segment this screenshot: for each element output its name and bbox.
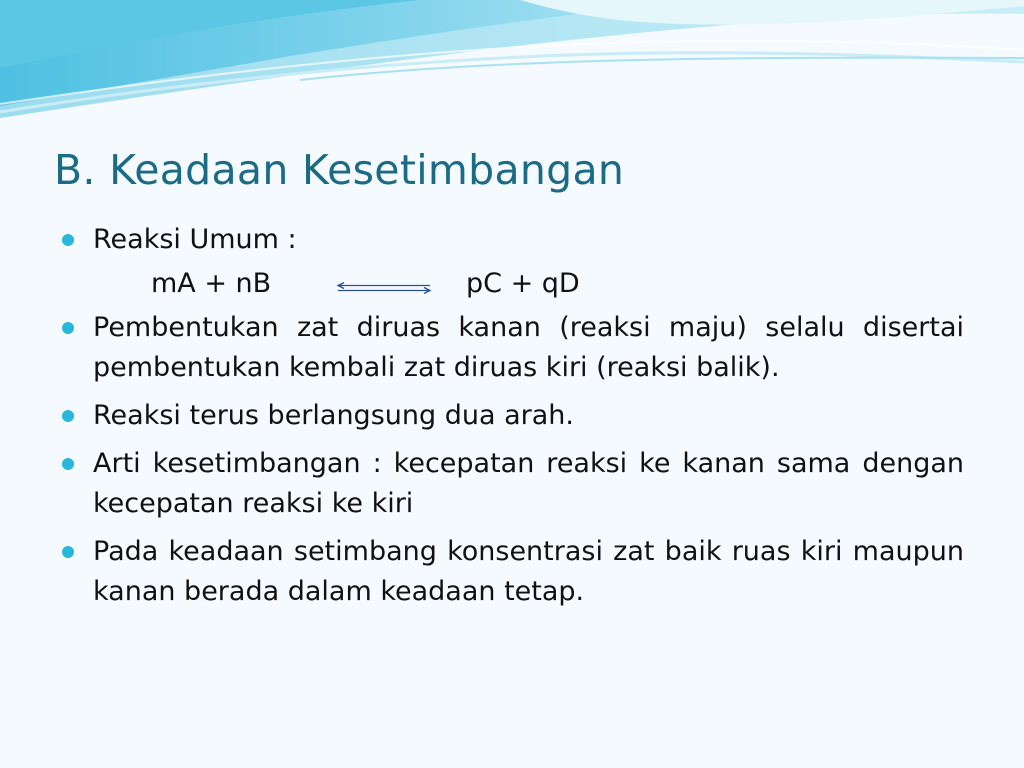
double-arrow-icon <box>336 282 432 294</box>
slide-title: B. Keadaan Kesetimbangan <box>54 146 625 194</box>
bullet-dot-icon <box>62 458 74 470</box>
reaction-equation <box>62 260 964 308</box>
bullet-dot-icon <box>62 546 74 558</box>
bullet-dot-icon <box>62 322 74 334</box>
bullet-item <box>62 444 964 524</box>
bullet-item <box>62 308 964 388</box>
bullet-item <box>62 532 964 612</box>
equation-reactants: mA + nB <box>151 268 272 299</box>
bullet-dot-icon <box>62 234 74 246</box>
equation-products: pC + qD <box>466 268 580 299</box>
bullet-text: Reaksi Umum : <box>93 224 297 255</box>
bullet-dot-icon <box>62 410 74 422</box>
bullet-item <box>62 396 964 436</box>
bullet-text: Arti kesetimbangan : kecepatan reaksi ke kanan sama dengan kecepatan reaksi ke kiri <box>93 448 964 519</box>
bullet-text: Pembentukan zat diruas kanan (reaksi maju) selalu disertai pembentukan kembali zat diruas kiri (reaksi balik). <box>93 312 964 383</box>
bullet-text: Pada keadaan setimbang konsentrasi zat baik ruas kiri maupun kanan berada dalam keadaan tetap. <box>93 536 964 607</box>
wave-banner-decoration <box>0 0 1024 130</box>
bullet-text: Reaksi terus berlangsung dua arah. <box>93 400 574 431</box>
bullet-item <box>62 220 964 260</box>
slide-content <box>62 220 964 612</box>
